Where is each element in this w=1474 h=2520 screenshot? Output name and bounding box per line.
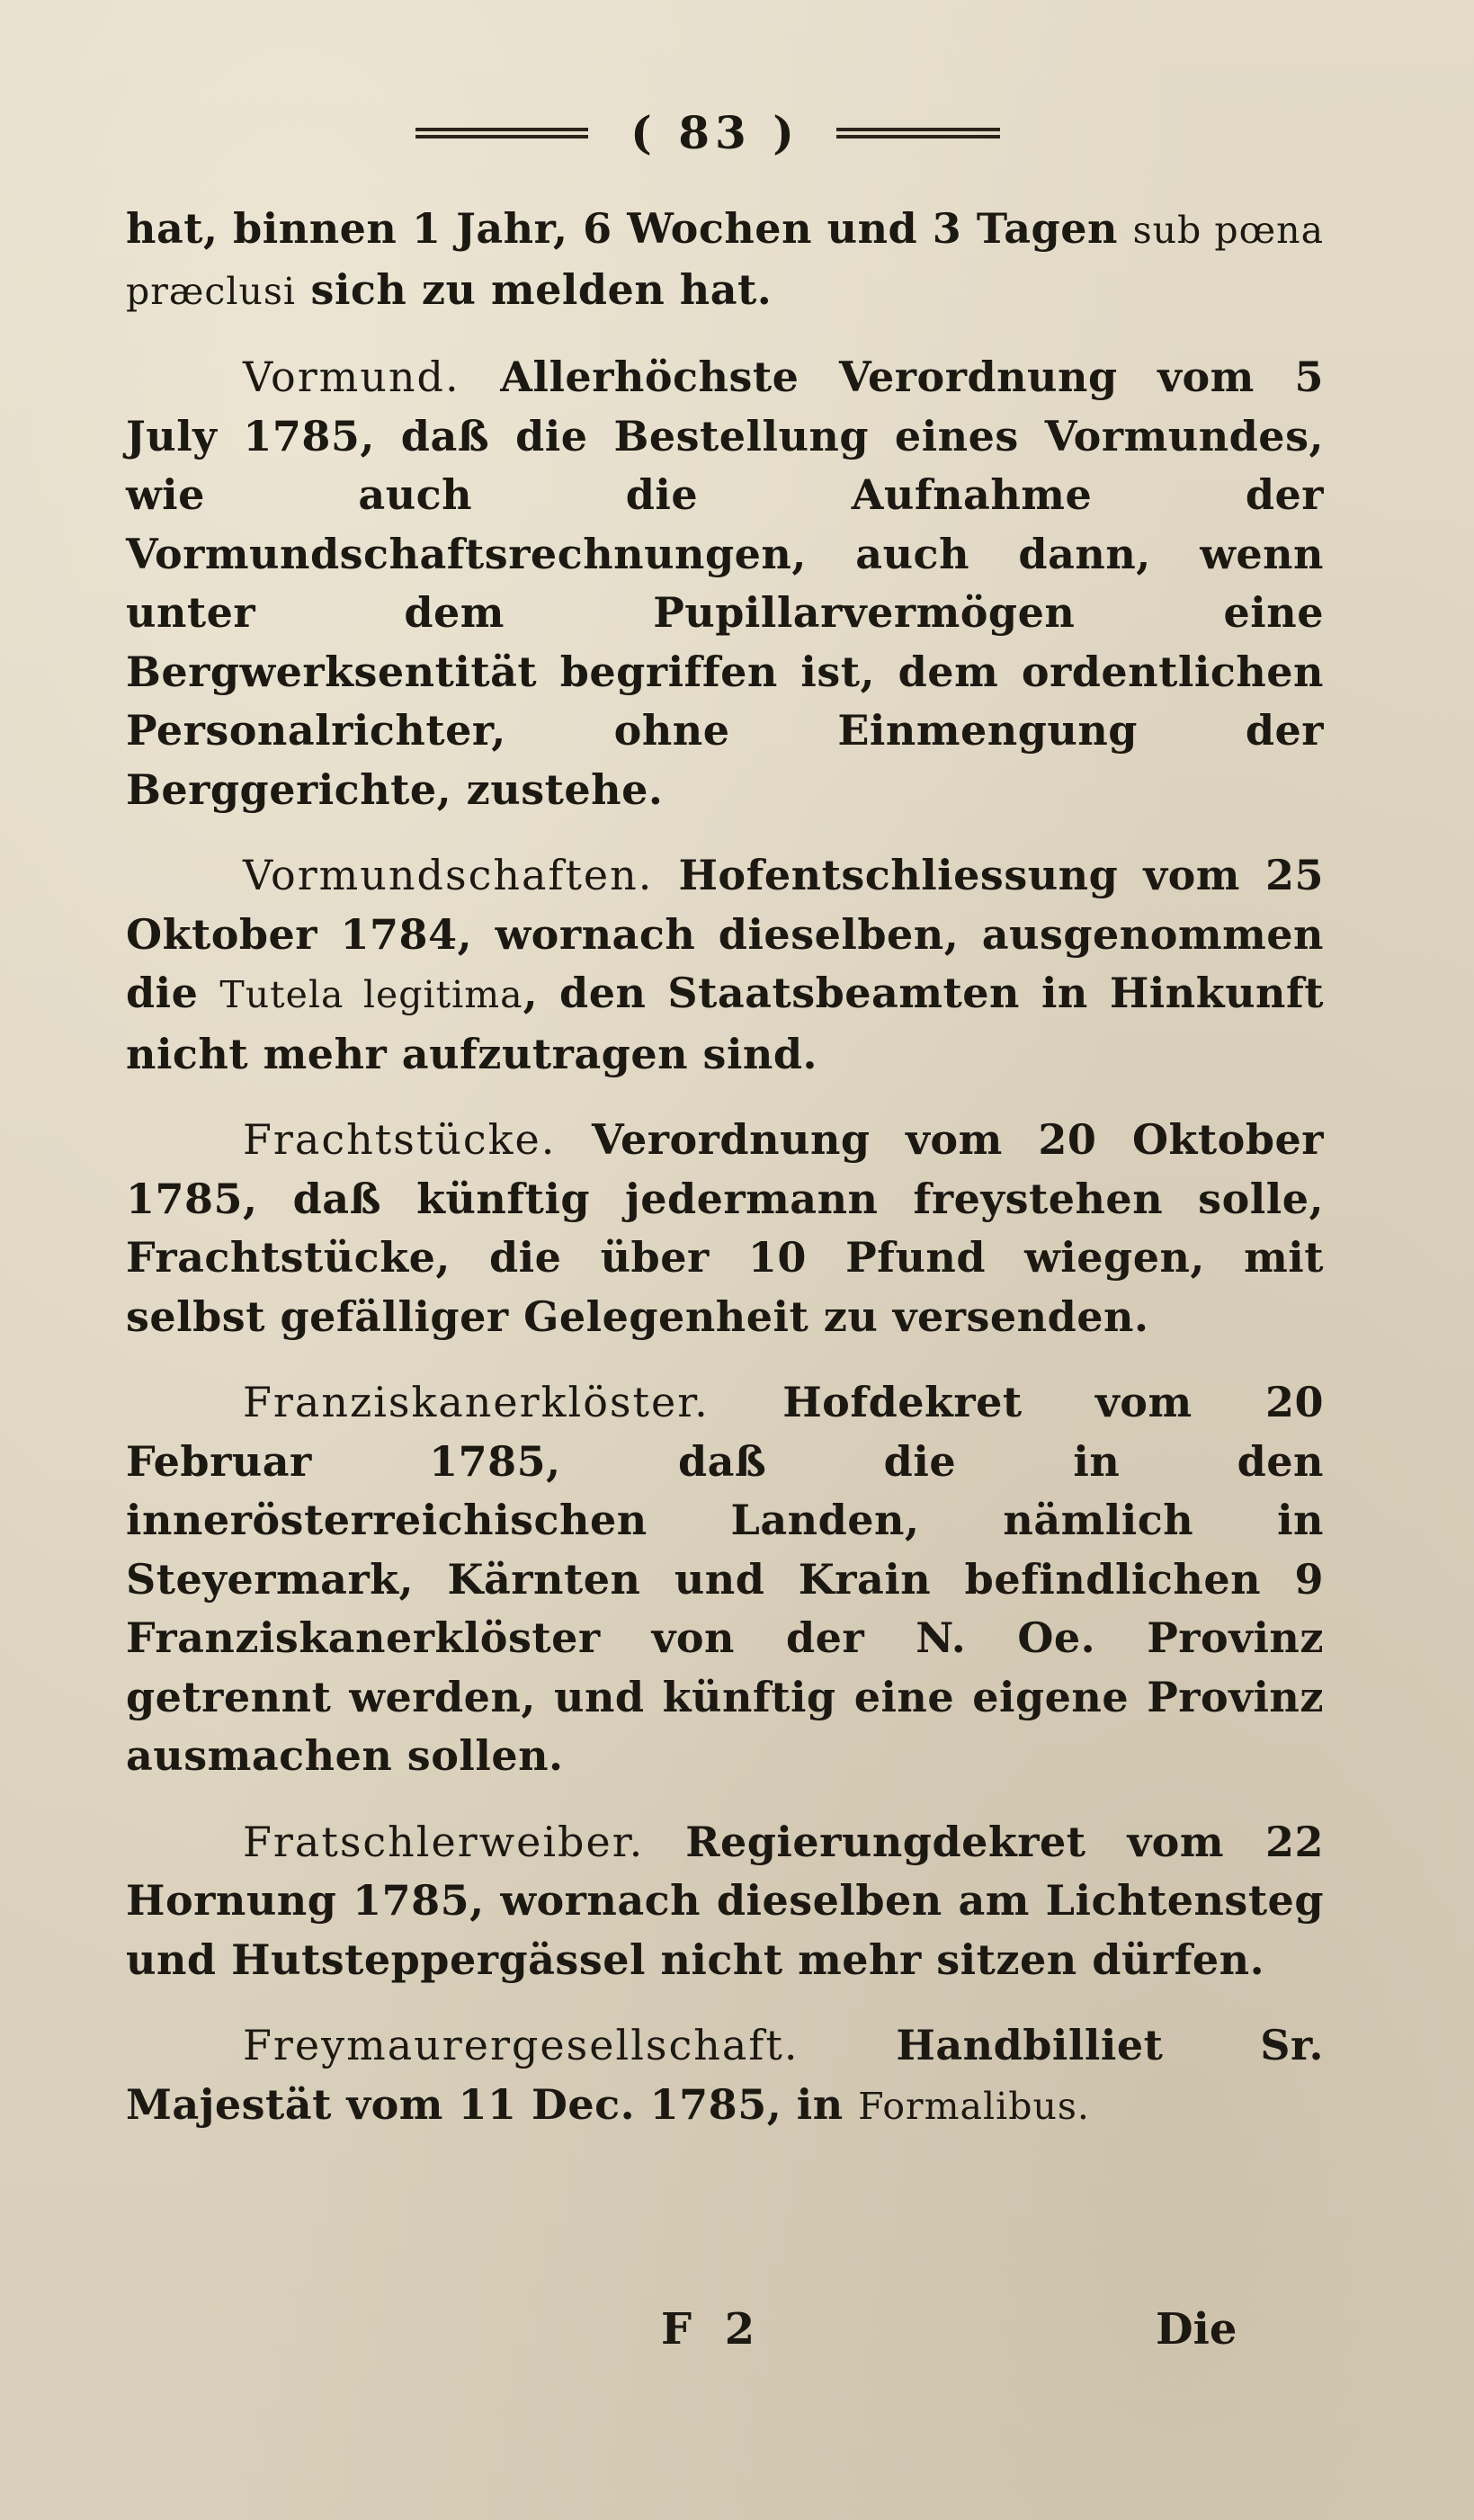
entry-text: Hofdekret vom 20 Februar 1785, daß die in den innerösterreichischen Landen, nämlich in Steyermark, Kärnten und Krain befindlichen 9 Franziskanerklöster von der N. Oe. Provinz getrennt werden, und künftig eine eigene Provinz ausmachen sollen. — [126, 1378, 1324, 1780]
entry-fratschlerweiber — [126, 1813, 1324, 1990]
header-rule-right — [836, 128, 1000, 139]
entry-text: Allerhöchste Verordnung vom 5 July 1785, daß die Bestellung eines Vormundes, wie auch die Aufnahme der Vormundschaftsrechnungen, auch dann, wenn unter dem Pupillarvermögen eine Bergwerksentität begriffen ist, dem ordentlichen Personalrichter, ohne Einmengung der Berggerichte, zustehe. — [126, 353, 1324, 814]
entry-franziskanerkloester — [126, 1373, 1324, 1786]
paragraph-text-end: sich zu melden hat. — [310, 264, 773, 314]
header-rule-left — [415, 128, 588, 139]
paragraph-continuation — [126, 200, 1324, 321]
entry-lemma: Freymaurergesellschaft. — [243, 2021, 800, 2069]
page-body — [126, 200, 1324, 2163]
entry-lemma: Vormund. — [243, 353, 460, 401]
entry-text: Handbilliet Sr. Majestät vom 11 Dec. 1785, in — [126, 2021, 1325, 2129]
entry-vormundschaften — [126, 846, 1324, 1084]
entry-lemma: Franziskanerklöster. — [243, 1378, 710, 1426]
signature-mark: F 2 — [661, 2304, 764, 2355]
paragraph-text: hat, binnen 1 Jahr, 6 Wochen und 3 Tagen — [126, 204, 1118, 253]
catchword: Die — [1156, 2304, 1237, 2355]
entry-text-end: , den Staatsbeamten in Hinkunft nicht mehr aufzutragen sind. — [126, 969, 1325, 1078]
entry-lemma: Vormundschaften. — [243, 851, 654, 899]
latin-phrase: Formalibus. — [858, 2084, 1090, 2128]
entry-text: Hofentschliessung vom 25 Oktober 1784, wornach dieselben, ausgenommen die — [126, 851, 1324, 1017]
entry-lemma: Frachtstücke. — [243, 1115, 557, 1164]
entry-freymaurergesellschaft — [126, 2016, 1324, 2136]
entry-vormund — [126, 348, 1324, 819]
entry-frachtstuecke — [126, 1111, 1324, 1346]
entry-lemma: Fratschlerweiber. — [243, 1817, 645, 1866]
page-header — [0, 106, 1474, 160]
latin-phrase: sub pœna præclusi — [126, 209, 1325, 313]
page-footer — [0, 2304, 1474, 2367]
latin-phrase: Tutela legitima — [219, 973, 523, 1016]
entry-text: Regierungdekret vom 22 Hornung 1785, wornach dieselben am Lichtensteg und Hutsteppergässel nicht mehr sitzen dürfen. — [126, 1817, 1325, 1984]
entry-text: Verordnung vom 20 Oktober 1785, daß künftig jedermann freystehen solle, Frachtstücke, die über 10 Pfund wiegen, mit selbst gefälliger Gelegenheit zu versenden. — [126, 1115, 1324, 1341]
page-number: ( 83 ) — [630, 106, 800, 159]
